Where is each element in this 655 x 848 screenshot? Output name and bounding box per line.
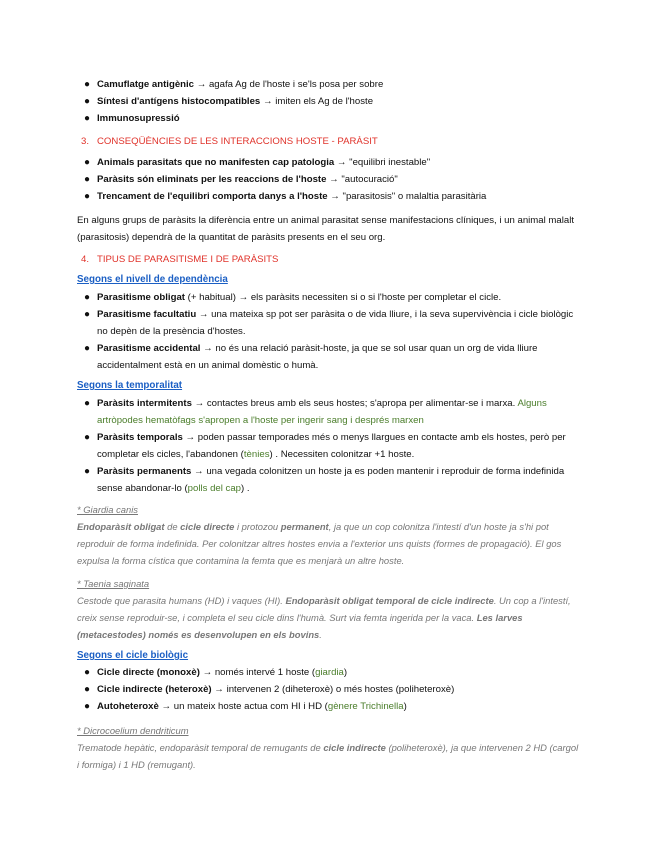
note-body	[77, 739, 579, 773]
bullet-icon: ●	[84, 174, 91, 185]
bullet-bold: Paràsits intermitents	[97, 398, 192, 409]
note-bold: Endoparàsit obligat	[77, 521, 165, 532]
section-number: 4.	[81, 254, 90, 265]
note-text: , ja que un cop colonitza l'intestí d'un hoste ja s'hi pot reproduir de forma indefinida. Per colonitzar altres hostes envia a l'exterior uns quists (formes de propagació). El gos expulsa la forma cística que contamina la femta que es menjarà un altre hoste.	[77, 521, 562, 566]
example-text: gènere Trichinella	[327, 701, 404, 712]
bullet-bold: Parasitisme facultatiu	[97, 309, 197, 320]
bullet-text: → intervenen 2 (diheteroxè) o més hostes (poliheteroxè)	[211, 684, 455, 695]
bullet-item	[84, 430, 579, 464]
note-text: (poliheteroxè), ja que intervenen 2 HD (cargol i formiga) i 1 HD (remugant).	[77, 742, 579, 770]
bullet-text-after: )	[343, 667, 348, 678]
subheading-dependencia: Segons el nivell de dependència	[77, 274, 228, 285]
note-taenia	[77, 575, 579, 643]
bullet-bold: Cicle indirecte (heteroxè)	[97, 684, 212, 695]
note-text: Cestode que parasita humans (HD) i vaques (HI).	[77, 595, 286, 606]
bullet-bold: Parasitisme accidental	[97, 343, 201, 354]
bullet-bold: Autoheteroxè	[97, 701, 159, 712]
bullet-icon: ●	[84, 667, 91, 678]
bullet-text: → "parasitosis" o malaltia parasitària	[327, 191, 487, 202]
note-title: * Giardia canis	[77, 504, 138, 515]
example-text: tènies	[243, 448, 270, 460]
subheading-cicle: Segons el cicle biològic	[77, 650, 189, 661]
bullet-item	[84, 189, 579, 206]
note-text: de	[164, 521, 181, 532]
bullet-text: → un mateix hoste actua com HI i HD (	[158, 701, 328, 712]
bullet-icon: ●	[84, 157, 91, 168]
example-text: polls del cap	[187, 482, 242, 494]
example-text: Alguns artròpodes hematòfags s'apropen a l'hoste per ingerir sang i després marxen	[97, 398, 547, 426]
bullet-icon: ●	[84, 466, 91, 477]
bullet-bold: Paràsits permanents	[97, 466, 192, 477]
note-text: i protozou	[234, 521, 281, 532]
bullet-icon: ●	[84, 684, 91, 695]
bullet-bold: Parasitisme obligat	[97, 292, 185, 303]
bullet-text: → una mateixa sp pot ser paràsita o de vida lliure, i la seva supervivència i cicle biològic no depèn de la presència d'hostes.	[97, 309, 574, 337]
bullet-icon: ●	[84, 113, 91, 124]
note-title: * Dicrocoelium dendriticum	[77, 725, 189, 736]
bullet-bold: Cicle directe (monoxè)	[97, 667, 200, 678]
note-body	[77, 592, 579, 643]
bullet-item	[84, 341, 579, 375]
note-bold: Les larves (metacestodes) només es desenvolupen en els bovins	[77, 612, 523, 640]
bullet-icon: ●	[84, 292, 91, 303]
bullet-icon: ●	[84, 191, 91, 202]
bullet-text: → imiten els Ag de l'hoste	[260, 96, 374, 107]
bullet-text-after: ) . Necessiten colonitzar +1 hoste.	[269, 448, 415, 460]
bullet-item	[84, 699, 579, 716]
bullet-icon: ●	[84, 701, 91, 712]
bullet-text: → poden passar temporades més o menys llargues en contacte amb els hostes, però per completar els cicles, l'abandonen (	[97, 432, 566, 460]
bullet-item	[84, 172, 579, 189]
bullet-bold: Trencament de l'equilibri comporta danys a l'hoste	[97, 191, 328, 202]
bullet-bold: Camuflatge antigènic	[97, 79, 195, 90]
note-bold: Endoparàsit obligat temporal de cicle indirecte	[285, 595, 494, 606]
note-body	[77, 518, 579, 569]
bullet-bold: Animals parasitats que no manifesten cap patologia	[97, 157, 335, 168]
note-text: Trematode hepàtic, endoparàsit temporal de remugants de	[77, 742, 324, 753]
bullet-text: (+ habitual) → els paràsits necessiten si o si l'hoste per completar el cicle.	[184, 292, 502, 303]
note-dicrocoelium	[77, 722, 579, 773]
bullet-item	[84, 111, 579, 128]
bullet-item	[84, 94, 579, 111]
note-text: . Un cop a l'intestí, creix sense reproduir-se, i completa el seu cicle dins l'humà. Surt via femta ingerida per la vaca.	[77, 595, 571, 623]
note-bold: cicle directe	[180, 521, 235, 532]
note-bold: cicle indirecte	[323, 742, 386, 753]
bullet-text-after: ) .	[241, 482, 250, 494]
bullet-text: → una vegada colonitzen un hoste ja es poden mantenir i reproduir de forma indefinida sense abandonar-lo (	[97, 466, 565, 494]
subheading-temporalitat: Segons la temporalitat	[77, 380, 183, 391]
bullet-bold: Síntesi d'antígens histocompatibles	[97, 96, 261, 107]
bullet-bold: Paràsits temporals	[97, 432, 183, 443]
bullet-icon: ●	[84, 79, 91, 90]
bullet-item	[84, 290, 579, 307]
bullet-text-after: )	[403, 701, 407, 712]
section-title: TIPUS DE PARASITISME I DE PARÀSITS	[97, 254, 279, 265]
body-paragraph: En alguns grups de paràsits la diferència entre un animal parasitat sense manifestacions clíniques, i un animal malalt (parasitosis) dependrà de la quantitat de paràsits presents en el seu org.	[77, 215, 575, 243]
bullet-bold: Immunosupressió	[97, 113, 180, 124]
bullet-text: → contactes breus amb els seus hostes; s'apropa per alimentar-se i marxa.	[191, 398, 516, 409]
bullet-item	[84, 396, 579, 430]
bullet-text: → agafa Ag de l'hoste i se'ls posa per sobre	[194, 79, 384, 90]
bullet-item	[84, 77, 579, 94]
bullet-icon: ●	[84, 309, 91, 320]
bullet-icon: ●	[84, 96, 91, 107]
section-number: 3.	[81, 136, 90, 147]
bullet-text: → "equilibri inestable"	[334, 157, 431, 168]
bullet-icon: ●	[84, 343, 91, 354]
note-title: * Taenia saginata	[77, 578, 150, 589]
bullet-item	[84, 464, 579, 498]
bullet-item	[84, 155, 579, 172]
bullet-text: → només intervé 1 hoste (	[199, 667, 316, 678]
note-giardia	[77, 501, 579, 569]
bullet-text: → "autocuració"	[326, 174, 398, 185]
bullet-item	[84, 682, 579, 699]
note-bold: permanent	[280, 521, 329, 532]
bullet-icon: ●	[84, 432, 91, 443]
bullet-item	[84, 307, 579, 341]
example-text: giardia	[315, 667, 344, 678]
bullet-item	[84, 665, 579, 682]
section-title: CONSEQÜÈNCIES DE LES INTERACCIONS HOSTE - PARÀSIT	[97, 136, 378, 147]
section-heading	[81, 252, 279, 268]
bullet-icon: ●	[84, 398, 91, 409]
bullet-text: → no és una relació paràsit-hoste, ja que se sol usar quan un org de vida lliure accidentalment està en un animal domèstic o humà.	[97, 343, 538, 371]
bullet-bold: Paràsits són eliminats per les reaccions de l'hoste	[97, 174, 327, 185]
section-heading	[81, 134, 378, 150]
note-text: .	[319, 629, 322, 640]
